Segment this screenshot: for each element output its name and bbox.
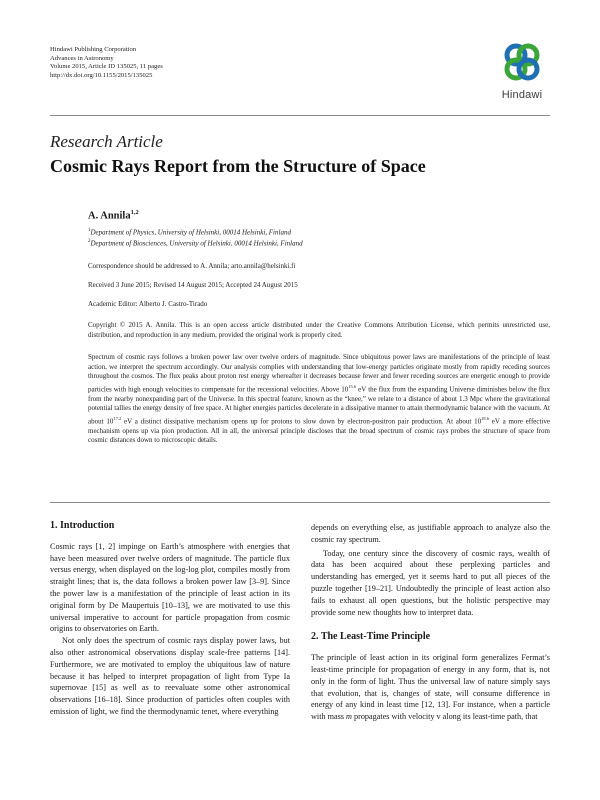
doi-link[interactable]: http://dx.doi.org/10.1155/2015/135025 [50,71,153,79]
affiliation-text: Department of Physics, University of Helsinki, 00014 Helsinki, Finland [90,228,291,237]
paragraph: depends on everything else, as justifiable approach to analyze also the cosmic ray spectrum. [311,523,550,544]
hindawi-logo [496,38,548,104]
abstract-divider [50,502,550,503]
affiliation-2 [88,237,303,248]
affiliation-text: Department of Biosciences, University of Helsinki, 00014 Helsinki, Finland [90,239,303,248]
author-name: A. Annila [88,210,131,222]
publisher-name: Hindawi Publishing Corporation [50,46,137,53]
journal-name: Advances in Astronomy [50,54,114,62]
paragraph: Cosmic rays [1, 2] impinge on Earth’s atmosphere with energies that have been measured over twelve orders of magnitude. The particle flux versus energy, when displayed on the log-log plot, compiles mostly from straight lines; that is, the data follows a broken power law [3–9]. Since the power law is a manifestation of the principle of least action in its original form by De Maupertuis [10–13], we are motivated to use this universal imperative to account for particle propagation from cosmic origins to observatories on Earth. [50,541,290,634]
abstract-text: eV a more effective mechanism opens up via pion production. All in all, the universal principle discloses that the broad spectrum of cosmic rays probes the structure of space from cosmic distances down to microscopic details. [88,417,550,445]
hindawi-logo-text: Hindawi [501,89,543,101]
left-column [50,520,290,718]
hindawi-rings-icon [496,38,548,88]
mass-symbol: m [346,712,352,722]
header-divider [50,115,550,116]
paragraph-text: propagates with velocity v along its least-time path, that [351,712,538,722]
volume-line: Volume 2015, Article ID 135025, 11 pages [50,63,163,71]
article-dates: Received 3 June 2015; Revised 14 August 2015; Accepted 24 August 2015 [88,281,298,289]
affiliation-mark: 1 [88,228,91,233]
article-type: Research Article [50,132,163,151]
paragraph-text: The principle of least action in its original form generalizes Fermat’s least-time principle for propagation of energy in any form, that is, not only in the form of light. Thus the universal law of nature simply says that evolution, that is, changes of state, will consume difference in energy of any kind in least time [12, 13]. For instance, when a particle with mass [311,653,550,722]
abstract-text: eV a distinct dissipative mechanism opens up for protons to slow down by electron-positron pair production. At about 10 [121,417,482,426]
affiliation-mark: 2 [88,239,91,244]
abstract-text: Spectrum of cosmic rays follows a broken power law over twelve orders of magnitude. Since ubiquitous power laws are manifestations of the principle of least action, we interpret the spectrum accordingly. Our analysis complies with understanding that low-energy particles originate mostly from rapidly receding sources throughout the cosmos. The flux peaks about proton rest energy whereafter it decreases because fewer and fewer receding sources are energetic enough to provide particles with high enough velocities to compensate for the recessional velocities. Above 10 [88,353,550,394]
abstract-exponent: 17.2 [113,415,122,421]
section-heading-least-time-principle: 2. The Least-Time Principle [311,631,431,643]
paragraph [311,652,550,723]
right-column [311,522,550,723]
article-title: Cosmic Rays Report from the Structure of Space [50,156,426,176]
paragraph: Today, one century since the discovery of cosmic rays, wealth of data has been acquired about these perplexing particles and understanding has emerged, yet it seems hard to put all pieces of the puzzle together [19–21]. Undoubtedly the principle of least action also fails to exhaust all open questions, but the holistic perspective may provide some new thoughts how to interpret data. [311,548,550,617]
abstract-exponent: 18.6 [481,415,490,421]
author-affiliation-marks: 1,2 [130,209,139,216]
correspondence: Correspondence should be addressed to A. Annila; arto.annila@helsinki.fi [88,262,296,270]
academic-editor: Academic Editor: Alberto J. Castro-Tirado [88,300,208,308]
abstract [88,353,550,446]
section-heading-introduction: 1. Introduction [50,520,115,531]
abstract-text: eV the flux from the expanding Universe diminishes below the flux from the nearby nonexpanding part of the Universe. In this spectral feature, known as the “knee,” we relate to a distance of about 1.3 Mpc where the gravitational potential tallies the energy density of free space. At higher energies particles decelerate in a dissipative manner to attain thermodynamic balance with the vacuum. At about 10 [88,385,550,426]
affiliation-1 [88,226,291,237]
paragraph: Not only does the spectrum of cosmic rays display power laws, but also other astronomical observations display scale-free patterns [14]. Furthermore, we are motivated to employ the ubiquitous law of nature because it has helped to interpret propagation of light from Type Ia supernovae [15] as well as to reevaluate some other astronomical observations [16–18]. Since production of particles often couples with emission of light, we find the thermodynamic tenet, where everything [50,636,290,716]
copyright-notice: Copyright © 2015 A. Annila. This is an open access article distributed under the Creative Commons Attribution License, which permits unrestricted use, distribution, and reproduction in any medium, provided the original work is properly cited. [88,321,550,339]
author-line [88,209,139,222]
journal-metadata [50,46,163,80]
abstract-exponent: 15.6 [348,383,357,389]
